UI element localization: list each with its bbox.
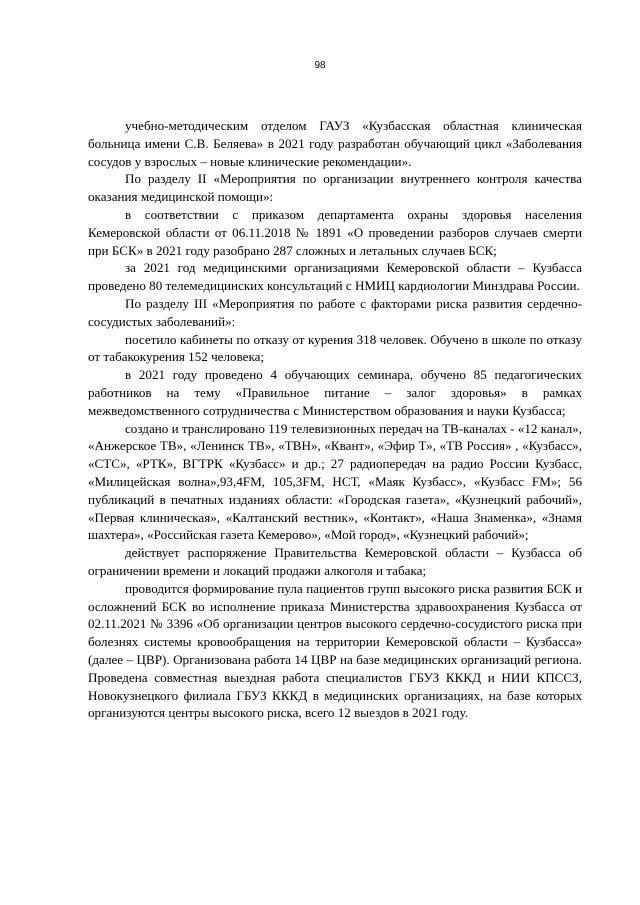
paragraph: По разделу III «Мероприятия по работе с факторами риска развития сердечно-сосудистых заболеваний»: bbox=[88, 295, 582, 329]
body-text bbox=[88, 117, 582, 722]
paragraph: проводится формирование пула пациентов групп высокого риска развития БСК и осложнений БСК во исполнение приказа Министерства здравоохранения Кузбасса от 02.11.2021 № 3396 «Об организации центров высокого сердечно-сосудистого риска при болезнях системы кровообращения на территории Кемеровской области – Кузбасса» (далее – ЦВР). Организована работа 14 ЦВР на базе медицинских организаций региона. Проведена совместная выездная работа специалистов ГБУЗ КККД и НИИ КПССЗ, Новокузнецкого филиала ГБУЗ КККД в медицинских организациях, на базе которых организуются центры высокого риска, всего 12 выездов в 2021 году. bbox=[88, 580, 582, 721]
paragraph: в соответствии с приказом департамента охраны здоровья населения Кемеровской области от 06.11.2018 № 1891 «О проведении разборов случаев смерти при БСК» в 2021 году разобрано 287 сложных и летальных случаев БСК; bbox=[88, 206, 582, 258]
paragraph: посетило кабинеты по отказу от курения 318 человек. Обучено в школе по отказу от табакокурения 152 человека; bbox=[88, 331, 582, 365]
paragraph: за 2021 год медицинскими организациями Кемеровской области – Кузбасса проведено 80 телемедицинских консультаций с НМИЦ кардиологии Минздрава России. bbox=[88, 260, 582, 294]
paragraph: действует распоряжение Правительства Кемеровской области – Кузбасса об ограничении времени и локаций продажи алкоголя и табака; bbox=[88, 545, 582, 578]
paragraph: в 2021 году проведено 4 обучающих семинара, обучено 85 педагогических работников на тему «Правильное питание – залог здоровья» в рамках межведомственного сотрудничества с Министерством образования и науки Кузбасса; bbox=[88, 367, 582, 418]
paragraph: создано и транслировано 119 телевизионных передач на ТВ-каналах - «12 канал», «Анжерское ТВ», «Ленинск ТВ», «ТВН», «Квант», «Эфир Т», «ТВ Россия» , «Кузбасс», «СТС», «РТК», ВГТРК «Кузбасс» и др.; 27 радиопередач на радио России Кузбасс, «Милицейская волна»,93,4FM, 105,3FM, НСТ, «Маяк Кузбасс», «Кузбасс FM»; 56 публикаций в печатных изданиях области: «Городская газета», «Кузнецкий рабочий», «Первая клиническая», «Калтанский вестник», «Контакт», «Наша Знаменка», «Знамя шахтера», «Российская газета Кемерово», «Мой город», «Кузнецкий рабочий»; bbox=[88, 420, 582, 543]
page-number: 98 bbox=[314, 60, 326, 71]
paragraph: По разделу II «Мероприятия по организации внутреннего контроля качества оказания медицинской помощи»: bbox=[88, 171, 582, 205]
paragraph: учебно-методическим отделом ГАУЗ «Кузбасская областная клиническая больница имени С.В. Беляева» в 2021 году разработан обучающий цикл «Заболевания сосудов у взрослых – новые клинические рекомендации». bbox=[88, 118, 582, 169]
